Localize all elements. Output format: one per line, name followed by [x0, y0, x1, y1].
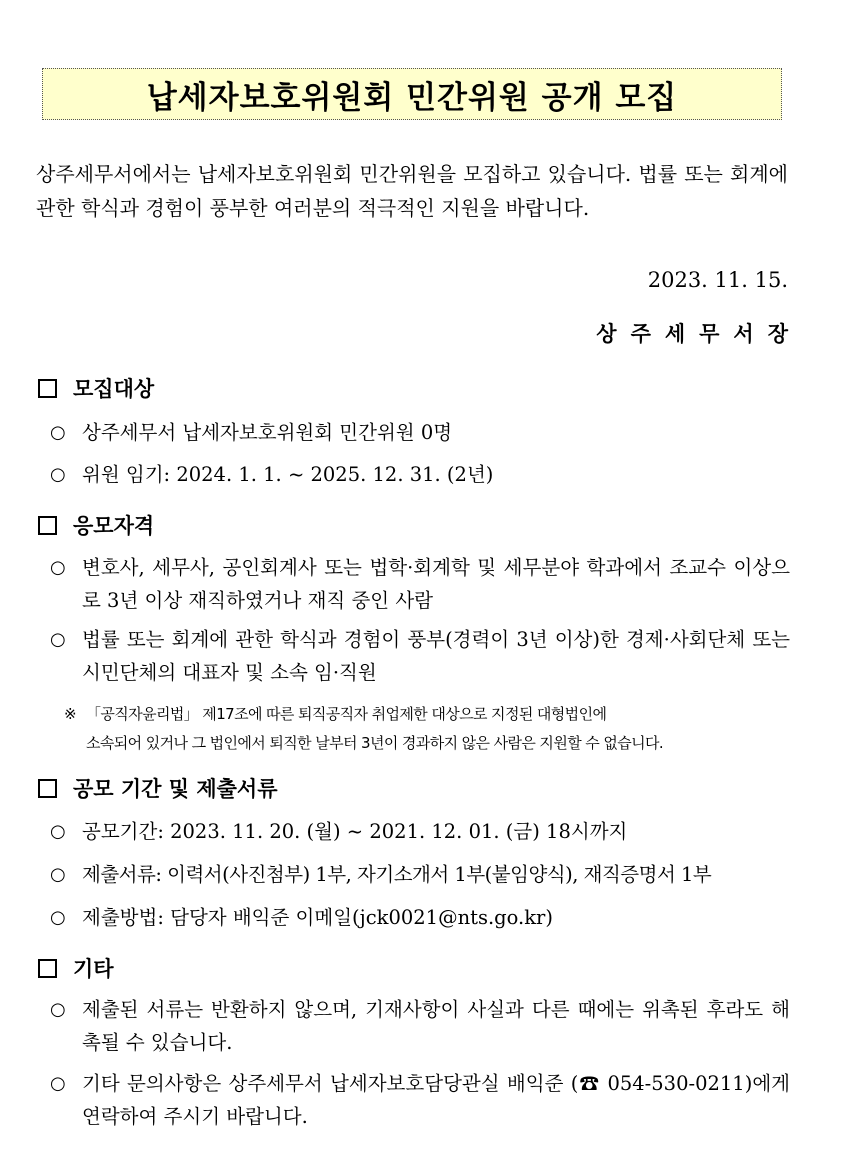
circle-bullet-icon: ○ [50, 999, 66, 1020]
circle-bullet-icon: ○ [50, 864, 66, 885]
list-item: ○ 변호사, 세무사, 공인회계사 또는 법학·회계학 및 세무분야 학과에서 조교수 이상으로 3년 이상 재직하였거나 재직 중인 사람 [50, 551, 790, 617]
square-icon [38, 779, 57, 798]
list-item: ○ 기타 문의사항은 상주세무서 납세자보호담당관실 배익준 (☎ 054-530-0211)에게 연락하여 주시기 바랍니다. [50, 1067, 790, 1133]
section-heading-target: 모집대상 [38, 373, 154, 403]
circle-bullet-icon: ○ [50, 821, 66, 842]
section-heading-qualification: 응모자격 [38, 510, 154, 540]
list-item: ○ 제출방법: 담당자 배익준 이메일(jck0021@nts.go.kr) [50, 901, 790, 934]
list-item: ○ 공모기간: 2023. 11. 20. (월) ~ 2021. 12. 01. (금) 18시까지 [50, 815, 790, 848]
square-icon [38, 959, 57, 978]
circle-bullet-icon: ○ [50, 557, 66, 578]
notice-date: 2023. 11. 15. [647, 268, 788, 292]
list-item: ○ 법률 또는 회계에 관한 학식과 경험이 풍부(경력이 3년 이상)한 경제·사회단체 또는 시민단체의 대표자 및 소속 임·직원 [50, 623, 790, 689]
circle-bullet-icon: ○ [50, 907, 66, 928]
circle-bullet-icon: ○ [50, 464, 66, 485]
list-item: ○ 위원 임기: 2024. 1. 1. ~ 2025. 12. 31. (2년) [50, 458, 790, 491]
intro-paragraph: 상주세무서에서는 납세자보호위원회 민간위원을 모집하고 있습니다. 법률 또는 회계에 관한 학식과 경험이 풍부한 여러분의 적극적인 지원을 바랍니다. [36, 162, 788, 220]
issuer-name: 상주세무서장 [596, 321, 802, 346]
section-heading-etc: 기타 [38, 953, 114, 983]
circle-bullet-icon: ○ [50, 629, 66, 650]
list-item: ○ 제출된 서류는 반환하지 않으며, 기재사항이 사실과 다른 때에는 위촉된 후라도 해촉될 수 있습니다. [50, 993, 790, 1059]
square-icon [38, 516, 57, 535]
eligibility-note: ※ 「공직자윤리법」 제17조에 따른 퇴직공직자 취업제한 대상으로 지정된 대형법인에 소속되어 있거나 그 법인에서 퇴직한 날부터 3년이 경과하지 않은 사람은 지원할 수 없습니다. [64, 700, 788, 758]
circle-bullet-icon: ○ [50, 1073, 66, 1094]
page-title: 납세자보호위원회 민간위원 공개 모집 [146, 79, 678, 116]
section-heading-period: 공모 기간 및 제출서류 [38, 773, 278, 803]
title-banner [42, 68, 782, 120]
list-item: ○ 제출서류: 이력서(사진첨부) 1부, 자기소개서 1부(붙임양식), 재직증명서 1부 [50, 858, 790, 891]
square-icon [38, 379, 57, 398]
list-item: ○ 상주세무서 납세자보호위원회 민간위원 0명 [50, 416, 790, 449]
note-mark: ※ [64, 705, 76, 723]
circle-bullet-icon: ○ [50, 422, 66, 443]
